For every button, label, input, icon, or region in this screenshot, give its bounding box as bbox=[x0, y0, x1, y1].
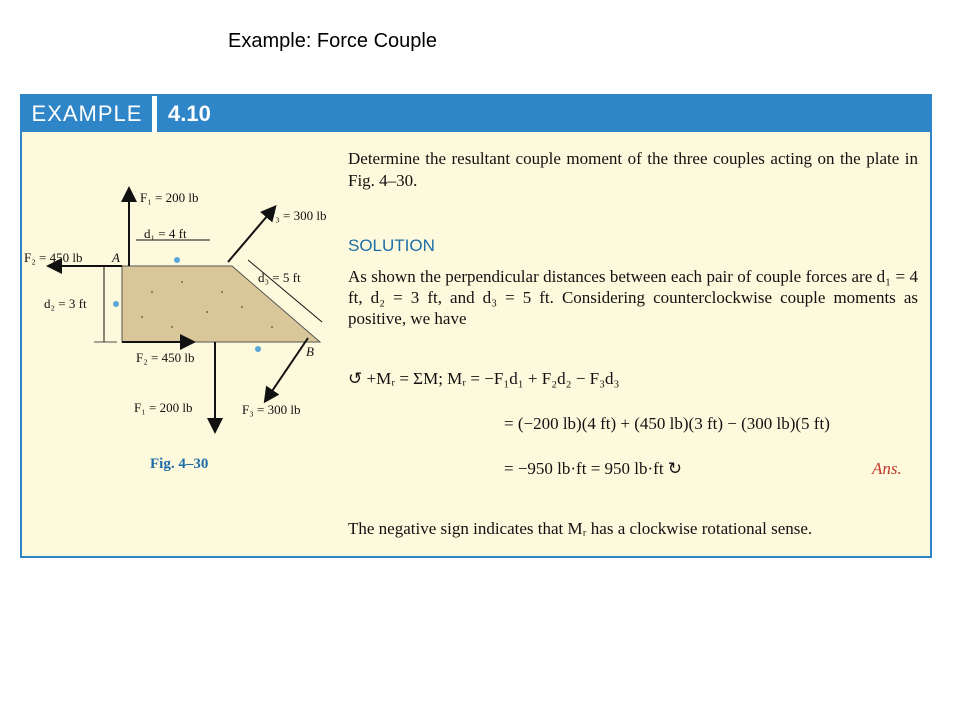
equation-1: ↺ +Mᵣ = ΣM; Mᵣ = −F₁d₁ + F₂d₂ − F₃d₃ bbox=[348, 369, 620, 388]
solution-text: As shown the perpendicular distances between each pair of couple forces are d₁ = 4 ft, d₂ = 3 ft, and d₃ = 5 ft. Considering counterclockwise couple moments as positive, we have bbox=[348, 267, 918, 328]
example-label: EXAMPLE bbox=[31, 101, 143, 126]
pin-top bbox=[174, 257, 180, 263]
f2-left-label: F₂ = 450 lb bbox=[24, 250, 83, 265]
equation-3: = −950 lb·ft = 950 lb·ft ↻ bbox=[504, 459, 683, 478]
banner-separator bbox=[152, 96, 157, 132]
pin-left bbox=[113, 301, 119, 307]
point-a-label: A bbox=[112, 250, 120, 265]
f3-top-label: F₃ = 300 lb bbox=[268, 208, 327, 223]
problem-statement: Determine the resultant couple moment of the three couples acting on the plate in Fig. 4–30. bbox=[348, 149, 918, 190]
example-number: 4.10 bbox=[168, 101, 211, 126]
answer-label: Ans. bbox=[872, 459, 902, 478]
f3-bottom-label: F₃ = 300 lb bbox=[242, 402, 301, 417]
d3-label: d₃ = 5 ft bbox=[258, 270, 301, 285]
f1-bottom-label: F₁ = 200 lb bbox=[134, 400, 193, 415]
example-banner bbox=[22, 96, 930, 132]
closing-statement: The negative sign indicates that Mᵣ has a clockwise rotational sense. bbox=[348, 519, 813, 538]
equation-2: = (−200 lb)(4 ft) + (450 lb)(3 ft) − (300 lb)(5 ft) bbox=[504, 414, 830, 433]
slide-title: Example: Force Couple bbox=[228, 30, 437, 52]
force-couple-figure bbox=[22, 132, 352, 472]
point-b-label: B bbox=[306, 344, 314, 359]
f2-bottom-label: F₂ = 450 lb bbox=[136, 350, 195, 365]
pin-bottom bbox=[255, 346, 261, 352]
f1-top-label: F₁ = 200 lb bbox=[140, 190, 199, 205]
d2-label: d₂ = 3 ft bbox=[44, 296, 87, 311]
figure-caption: Fig. 4–30 bbox=[150, 456, 209, 472]
example-box bbox=[20, 94, 932, 558]
d1-label: d₁ = 4 ft bbox=[144, 226, 187, 241]
f3-bottom-arrow bbox=[266, 338, 308, 400]
solution-heading: SOLUTION bbox=[348, 236, 435, 255]
